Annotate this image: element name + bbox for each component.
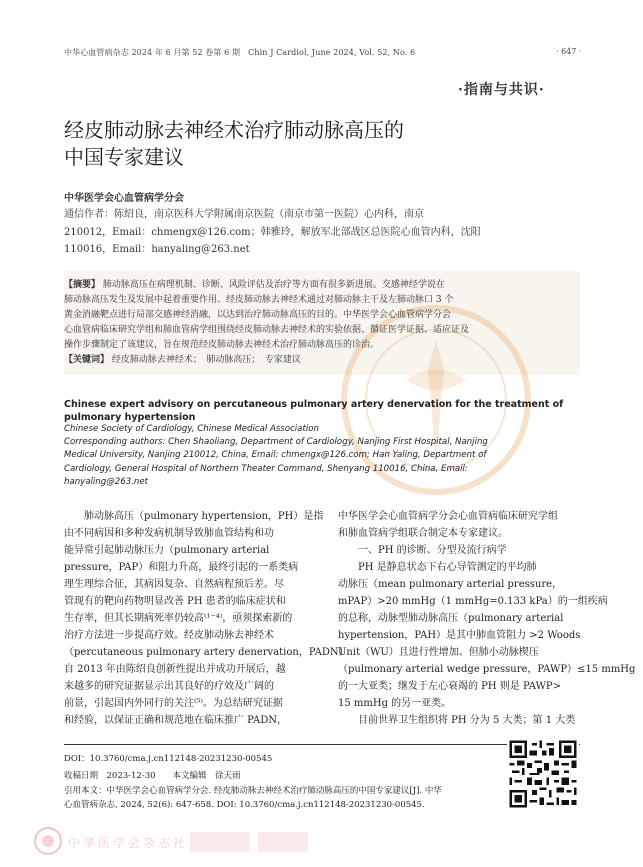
corresponding-authors	[64, 206, 484, 259]
publisher-watermark	[0, 822, 643, 862]
received-date: 收稿日期 2023-12-30 本文编辑 徐天雨	[64, 771, 241, 781]
body-line: （pulmonary arterial wedge pressure，PAWP）≤15 mmHg	[338, 664, 636, 675]
english-authors	[64, 423, 584, 489]
abstract-line: 心血管病临床研究学组和肺血管病学组围绕经皮肺动脉去神经术的实验依据、循证医学证据、适应证及	[64, 325, 470, 335]
corresponding-line: 通信作者：陈绍良，南京医科大学附属南京医院（南京市第一医院）心内科，南京	[64, 209, 424, 220]
corresponding-line: 110016，Email：hanyaling@263.net	[64, 244, 250, 255]
body-column-left	[64, 508, 349, 729]
footer-divider	[64, 744, 580, 745]
body-line: 来越多的研究证据显示出其良好的疗效及广阔的	[64, 681, 274, 692]
corresponding-line: 210012，Email：chmengx@126.com；韩雅玲，解放军北部战区总医院心血管内科，沈阳	[64, 226, 481, 238]
english-meta-line: hanyaling@263.net	[64, 476, 149, 487]
title-line-2: 中国专家建议	[64, 145, 184, 169]
title-line-1: 经皮肺动脉去神经术治疗肺动脉高压的	[64, 118, 404, 142]
article-title	[64, 117, 404, 171]
watermark-text: 中华医学会杂志社	[68, 836, 189, 850]
body-line: 的一大亚类；继发于左心衰竭的 PH 则是 PAWP>	[338, 681, 561, 692]
body-line: 管现有的靶向药物明显改善 PH 患者的临床症状和	[64, 596, 286, 607]
body-line: 生存率，但其长期病死率仍较高⁽¹⁻⁴⁾，亟须探索新的	[64, 613, 293, 624]
section-heading: 一、PH 的诊断、分型及流行病学	[338, 545, 507, 556]
body-line: 动脉压（mean pulmonary arterial pressure，	[338, 579, 563, 590]
body-line: Unit（WU）且进行性增加、但肺小动脉楔压	[338, 647, 539, 658]
body-line: （percutaneous pulmonary artery denervation，PADN）	[64, 647, 349, 658]
body-line: 和经验，以保证正确和规范地在临床推广 PADN，	[64, 715, 287, 726]
body-line: 由不同病因和多种发病机制导致肺血管结构和功	[64, 528, 274, 539]
body-line: 能异常引起肺动脉压力（pulmonary arterial	[64, 545, 270, 556]
body-line: 自 2013 年由陈绍良创新性提出并成功开展后，越	[64, 664, 286, 675]
abstract-line: 肺动脉高压在病理机制、诊断、风险评估及治疗等方面有很多新进展。交感神经学说在	[102, 280, 445, 290]
citation-line: 引用本文：中华医学会心血管病学分会. 经皮肺动脉去神经术治疗肺动脉高压的中国专家建议[J]. 中华	[64, 786, 442, 796]
section-label: ·指南与共识·	[458, 82, 545, 98]
english-meta-line: Cardiology, General Hospital of Northern Theater Command, Shenyang 110016, China, Email:	[64, 463, 468, 474]
author-organization: 中华医学会心血管病学分会	[64, 193, 184, 204]
body-line: pressure，PAP）和阻力升高，最终引起的一系类病	[64, 562, 299, 573]
body-line: 目前世界卫生组织将 PH 分为 5 大类；第 1 大类	[338, 715, 576, 726]
english-meta-line: Chinese Society of Cardiology, Chinese Medical Association	[64, 424, 319, 434]
english-meta-line: Corresponding authors: Chen Shaoliang, Department of Cardiology, Nanjing First Hospital, Nanjing	[64, 437, 488, 448]
body-line: 理生理综合征，其病因复杂、自然病程预后差。尽	[64, 579, 284, 590]
english-title	[64, 398, 584, 424]
keywords: 经皮肺动脉去神经术； 肺动脉高压； 专家建议	[111, 355, 301, 365]
body-line: 中华医学会心血管病学分会心血管病临床研究学组	[338, 511, 558, 522]
doi[interactable]: DOI：10.3760/cma.j.cn112148-20231230-00545	[64, 754, 273, 764]
body-line: 的总称，动脉型肺动脉高压（pulmonary arterial	[338, 613, 564, 624]
body-line: 治疗方法进一步提高疗效。经皮肺动脉去神经术	[64, 630, 274, 641]
citation	[64, 784, 442, 812]
abstract-line: 操作步骤制定了该建议，旨在规范经皮肺动脉去神经术治疗肺动脉高压的诊治。	[64, 340, 380, 350]
body-line: mPAP）>20 mmHg（1 mmHg=0.133 kPa）的一组疾病	[338, 596, 608, 607]
body-column-right	[338, 508, 636, 729]
english-title-line: pulmonary hypertension	[64, 412, 196, 423]
abstract-line: 肺动脉高压发生及发展中起着重要作用。经皮肺动脉去神经术通过对肺动脉主干及左肺动脉口 3 个	[64, 295, 454, 305]
body-line: 和肺血管病学组联合制定本专家建议。	[338, 528, 508, 539]
abstract	[64, 278, 580, 368]
abstract-line: 黄金消融靶点进行局部交感神经消融，以达到治疗肺动脉高压的目的。中华医学会心血管病学分会	[64, 310, 452, 320]
page-number: · 647 ·	[556, 47, 582, 56]
citation-line: 心血管病杂志, 2024, 52(6): 647-658. DOI: 10.3760/cma.j.cn112148-20231230-00545.	[64, 800, 425, 810]
body-line: hypertension，PAH）是其中肺血管阻力 >2 Woods	[338, 630, 581, 641]
english-title-line: Chinese expert advisory on percutaneous pulmonary artery denervation for the treatment of	[64, 399, 564, 410]
body-line: 肺动脉高压（pulmonary hypertension，PH）是指	[64, 511, 324, 522]
body-line: PH 是静息状态下右心导管测定的平均肺	[338, 562, 537, 573]
body-line: 15 mmHg 的另一亚类。	[338, 698, 452, 709]
running-head: 中华心血管病杂志 2024 年 6 月第 52 卷第 6 期 Chin J Cardiol, June 2024, Vol. 52, No. 6	[64, 48, 416, 57]
qr-code[interactable]	[507, 738, 579, 810]
keywords-label: 【关键词】	[64, 355, 110, 365]
english-meta-line: Medical University, Nanjing 210012, China, Email: chmengx@126.com; Han Yaling, Department of	[64, 450, 487, 461]
body-line: 前景，引起国内外同行的关注⁽⁵⁾。为总结研究证据	[64, 698, 283, 709]
abstract-label: 【摘要】	[64, 280, 101, 290]
